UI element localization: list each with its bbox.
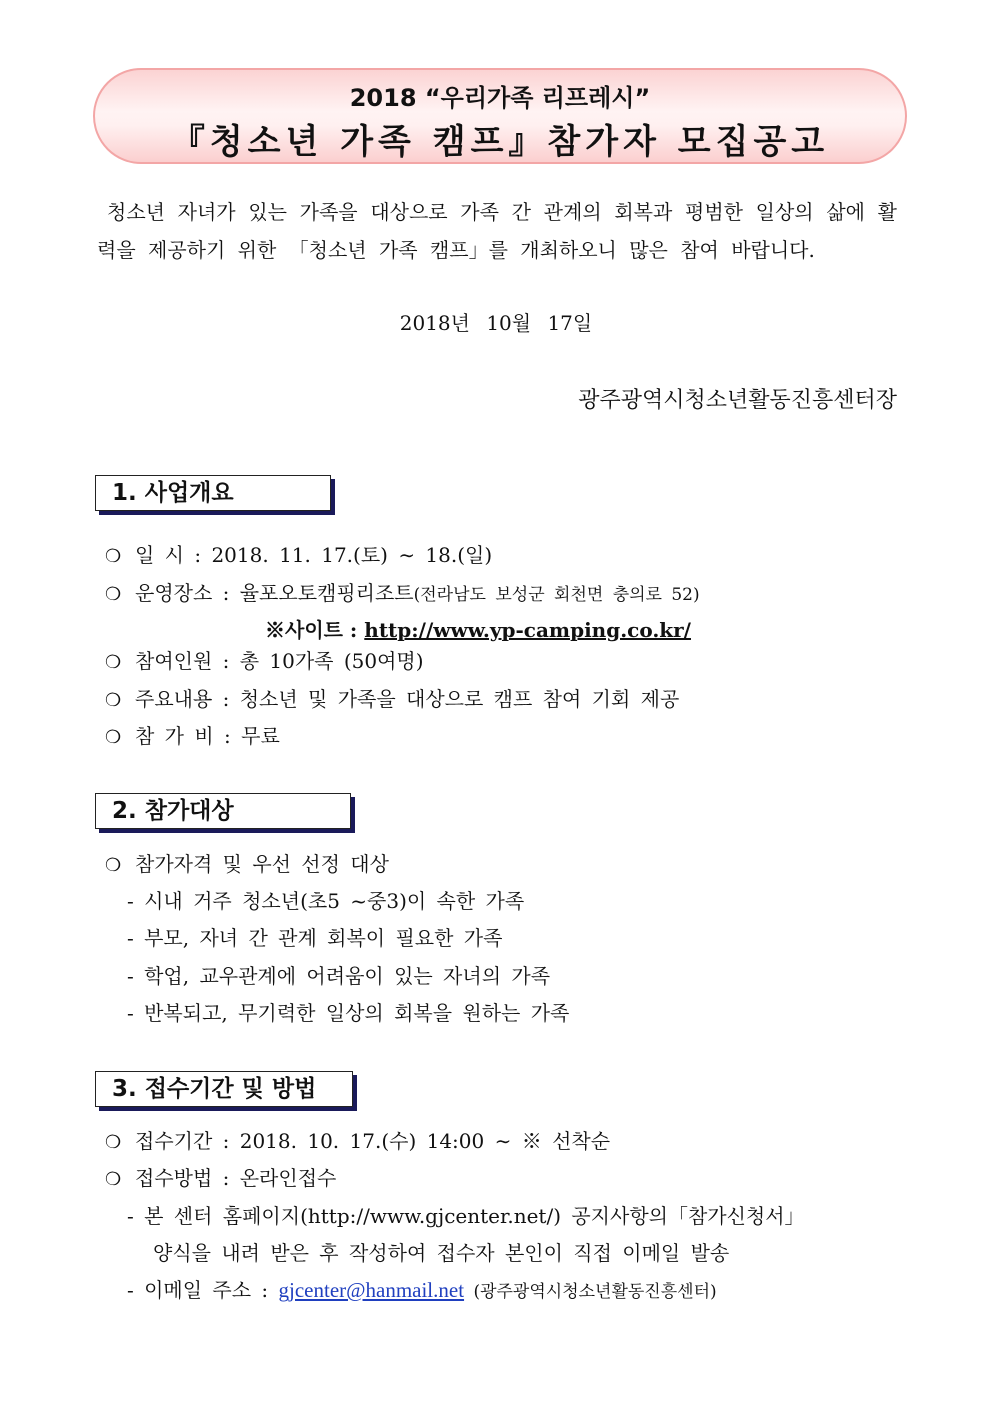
title-line-1: 2018 “우리가족 리프레시”	[349, 84, 651, 112]
circle-bullet-icon: ❍	[105, 690, 122, 711]
circle-bullet-icon: ❍	[105, 1169, 122, 1190]
item-text: 주요내용 : 청소년 및 가족을 대상으로 캠프 참여 기회 제공	[135, 687, 680, 711]
site-line	[265, 614, 691, 643]
sub-item: - 본 센터 홈페이지(http://www.gjcenter.net/) 공지사항의「참가신청서」	[127, 1204, 805, 1228]
email-line	[127, 1274, 717, 1303]
item-text: 접수기간 : 2018. 10. 17.(수) 14:00 ∼ ※ 선착순	[135, 1129, 611, 1153]
item-text: 참가자격 및 우선 선정 대상	[135, 852, 389, 876]
section-2-heading: 2. 참가대상	[95, 793, 351, 829]
email-note: (광주광역시청소년활동진흥센터)	[464, 1282, 717, 1302]
list-item	[105, 539, 492, 568]
item-text: 참여인원 : 총 10가족 (50여명)	[135, 649, 424, 673]
circle-bullet-icon: ❍	[105, 546, 122, 567]
list-item	[105, 577, 700, 606]
title-banner	[93, 68, 907, 164]
item-text: 운영장소 : 율포오토캠핑리조트	[135, 581, 414, 605]
intro-text: 청소년 자녀가 있는 가족을 대상으로 가족 간 관계의 회복과 평범한 일상의 삶에 활력을 제공하기 위한 「청소년 가족 캠프」를 개최하오니 많은 참여 바랍니다.	[97, 200, 897, 262]
venue-address: (전라남도 보성군 회천면 충의로 52)	[413, 585, 700, 605]
sub-item: - 반복되고, 무기력한 일상의 회복을 원하는 가족	[127, 1001, 570, 1025]
section-3-heading: 3. 접수기간 및 방법	[95, 1071, 353, 1107]
list-item	[105, 645, 424, 674]
sub-item: - 시내 거주 청소년(초5 ~중3)이 속한 가족	[127, 889, 525, 913]
email-prefix: - 이메일 주소 :	[127, 1278, 279, 1302]
sub-item: - 학업, 교우관계에 어려움이 있는 자녀의 가족	[127, 964, 551, 988]
list-item	[105, 848, 389, 877]
circle-bullet-icon: ❍	[105, 1132, 122, 1153]
list-item	[105, 1162, 336, 1191]
sub-item-continued: 양식을 내려 받은 후 작성하여 접수자 본인이 직접 이메일 발송	[153, 1241, 730, 1265]
title-line-2: 『청소년 가족 캠프』참가자 모집공고	[170, 122, 830, 162]
list-item	[105, 720, 280, 749]
circle-bullet-icon: ❍	[105, 855, 122, 876]
section-1-heading: 1. 사업개요	[95, 475, 331, 511]
site-label: ※사이트 :	[265, 618, 365, 642]
item-text: 일 시 : 2018. 11. 17.(토) ∼ 18.(일)	[135, 543, 493, 567]
item-text: 참 가 비 : 무료	[135, 724, 280, 748]
email-link[interactable]: gjcenter@hanmail.net	[278, 1278, 465, 1302]
notice-date: 2018년 10월 17일	[399, 311, 593, 335]
intro-paragraph	[97, 193, 897, 269]
circle-bullet-icon: ❍	[105, 652, 122, 673]
organization-name: 광주광역시청소년활동진흥센터장	[578, 388, 897, 413]
sub-item: - 부모, 자녀 간 관계 회복이 필요한 가족	[127, 926, 503, 950]
site-link[interactable]: http://www.yp-camping.co.kr/	[364, 618, 691, 642]
item-text: 접수방법 : 온라인접수	[135, 1166, 337, 1190]
list-item	[105, 1125, 610, 1154]
list-item	[105, 683, 679, 712]
circle-bullet-icon: ❍	[105, 584, 122, 605]
circle-bullet-icon: ❍	[105, 727, 122, 748]
